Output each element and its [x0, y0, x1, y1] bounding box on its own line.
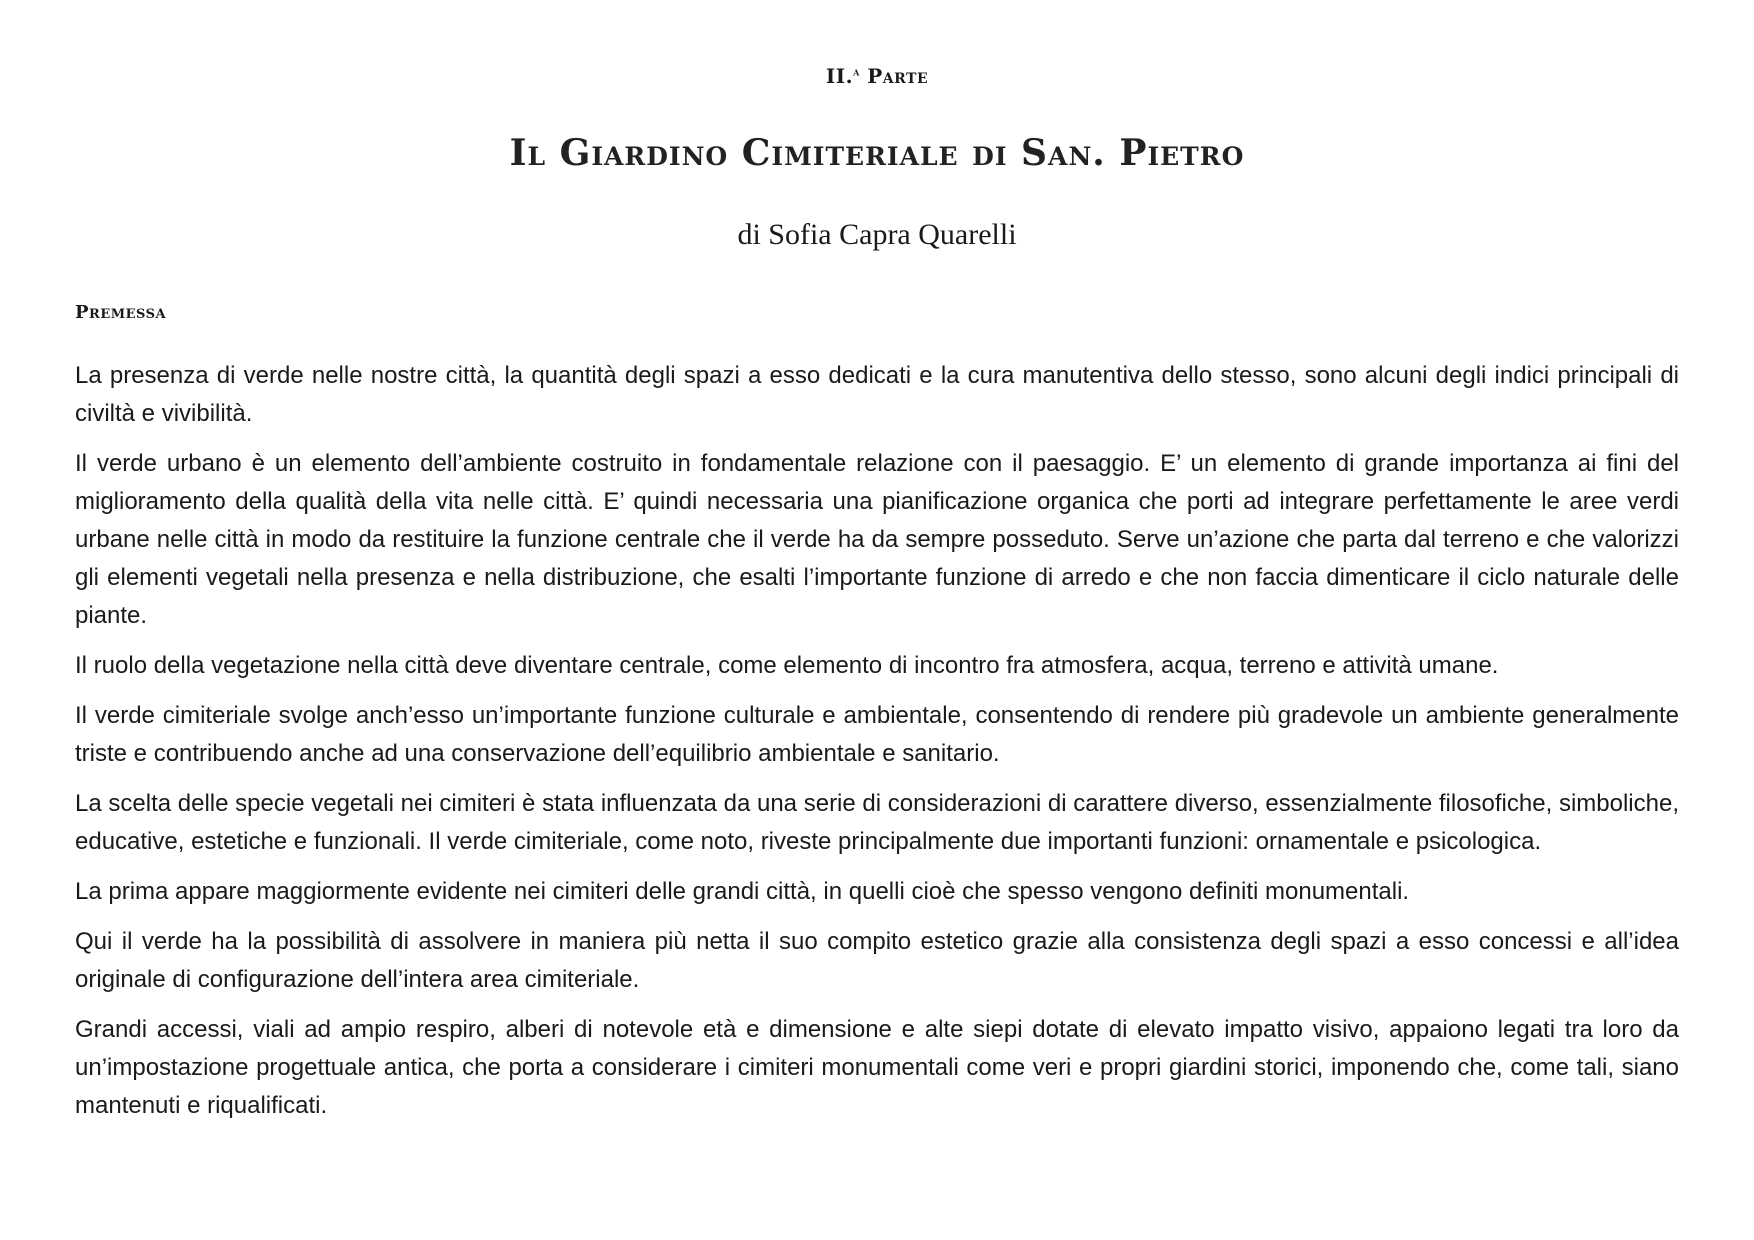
paragraph: Grandi accessi, viali ad ampio respiro, alberi di notevole età e dimensione e alte siepi dotate di elevato impatto visivo, appaiono legati tra loro da un’impostazione progettuale antica, che porta a considerare i cimiteri monumentali come veri e propri giardini storici, imponendo che, come tali, siano mantenuti e riqualificati.: [75, 1016, 1679, 1119]
part-word: Parte: [859, 64, 929, 88]
paragraph: Qui il verde ha la possibilità di assolvere in maniera più netta il suo compito estetico grazie alla consistenza degli spazi a esso concessi e all’idea originale di configurazione dell’intera area cimiteriale.: [75, 928, 1679, 993]
part-superscript: a: [853, 64, 860, 79]
paragraph: La presenza di verde nelle nostre città, la quantità degli spazi a esso dedicati e la cura manutentiva dello stesso, sono alcuni degli indici principali di civiltà e vivibilità.: [75, 362, 1679, 427]
document-author: di Sofia Capra Quarelli: [737, 218, 1017, 251]
paragraph: La scelta delle specie vegetali nei cimiteri è stata influenzata da una serie di considerazioni di carattere diverso, essenzialmente filosofiche, simboliche, educative, estetiche e funzionali. Il verde cimiteriale, come noto, riveste principalmente due importanti funzioni: ornamentale e psicologica.: [75, 790, 1679, 855]
part-number: II.: [825, 64, 854, 88]
paragraph: La prima appare maggiormente evidente nei cimiteri delle grandi città, in quelli cioè che spesso vengono definiti monumentali.: [75, 878, 1410, 905]
body-text: [75, 357, 1679, 1137]
part-label: [75, 64, 1679, 88]
paragraph: Il verde urbano è un elemento dell’ambiente costruito in fondamentale relazione con il paesaggio. E’ un elemento di grande importanza ai fini del miglioramento della qualità della vita nelle città. E’ quindi necessaria una pianificazione organica che porti ad integrare perfettamente le aree verdi urbane nelle città in modo da restituire la funzione centrale che il verde ha da sempre posseduto. Serve un’azione che parta dal terreno e che valorizzi gli elementi vegetali nella presenza e nella distribuzione, che esalti l’importante funzione di arredo e che non faccia dimenticare il ciclo naturale delle piante.: [75, 450, 1679, 629]
document-title: Il Giardino Cimiteriale di San. Pietro: [509, 132, 1245, 174]
section-heading: Premessa: [75, 302, 167, 323]
paragraph: Il ruolo della vegetazione nella città deve diventare centrale, come elemento di incontro fra atmosfera, acqua, terreno e attività umane.: [75, 652, 1499, 679]
paragraph: Il verde cimiteriale svolge anch’esso un’importante funzione culturale e ambientale, consentendo di rendere più gradevole un ambiente generalmente triste e contribuendo anche ad una conservazione dell’equilibrio ambientale e sanitario.: [75, 702, 1679, 767]
